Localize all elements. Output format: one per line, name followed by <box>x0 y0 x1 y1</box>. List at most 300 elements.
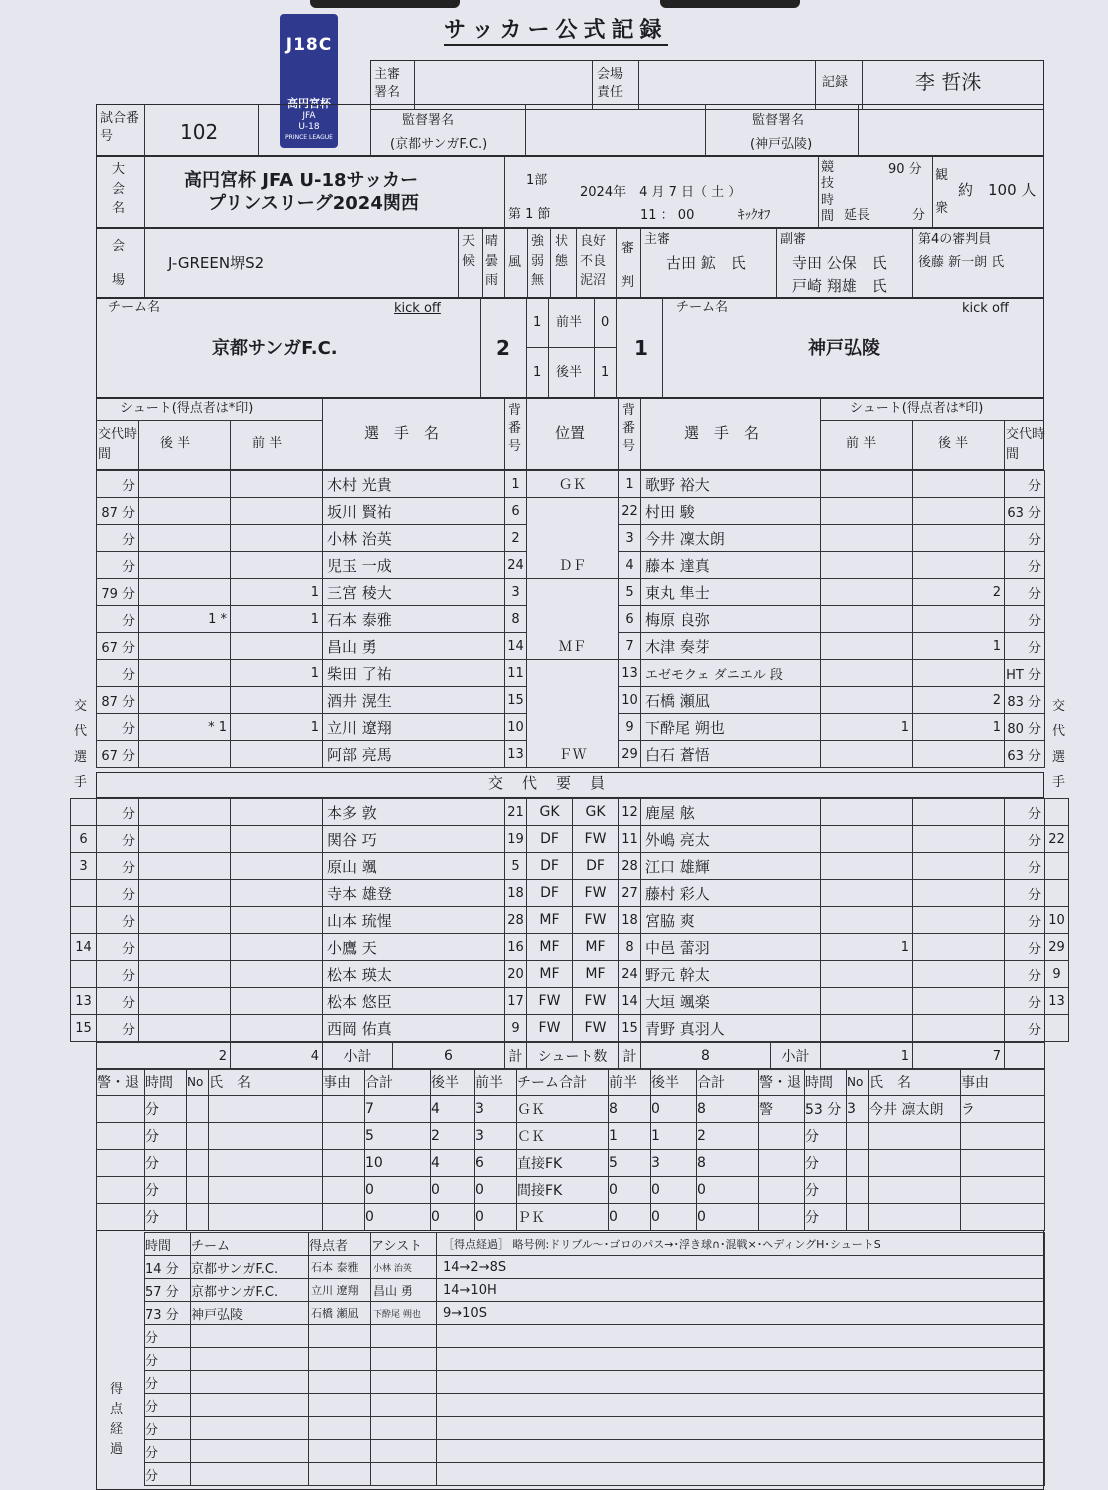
goal-team <box>191 1463 309 1486</box>
home-shots-first-half: 1 <box>231 660 323 687</box>
away-stat-second: 1 <box>651 1123 697 1150</box>
away-shots-second-half <box>913 525 1005 552</box>
goal-time: 57 分 <box>145 1279 191 1302</box>
home-card-name <box>209 1177 323 1204</box>
referee-label: 主審 <box>644 232 671 247</box>
starter-row <box>97 606 1045 633</box>
home-stat-first-header: 前半 <box>475 1069 517 1096</box>
away-first-half-header: 前 半 <box>846 436 877 451</box>
away-stat-second: 0 <box>651 1204 697 1231</box>
goal-route: 9→10S <box>437 1302 1045 1325</box>
home-player-name: 立川 遼翔 <box>323 714 505 741</box>
home-kickoff: kick off <box>394 301 441 316</box>
away-card-type: 警 <box>759 1096 805 1123</box>
away-replaced-number <box>1045 880 1069 907</box>
away-player-name: 下酔尾 朔也 <box>641 714 821 741</box>
home-sub-time-header: 交代時間 <box>98 427 138 462</box>
player-position <box>527 687 619 714</box>
home-reserve-position: MF <box>527 907 573 934</box>
goal-time: 分 <box>145 1440 191 1463</box>
home-shots-first-half <box>231 498 323 525</box>
home-shots-first-half: 1 <box>231 579 323 606</box>
home-player-number: 11 <box>505 660 527 687</box>
goal-time-header: 時間 <box>145 1233 191 1256</box>
goal-log-label: 得点経過 <box>110 1382 124 1458</box>
home-reserve-time: 分 <box>97 880 139 907</box>
away-reserve-name: 野元 幹太 <box>641 961 821 988</box>
away-stat-first: 0 <box>609 1204 651 1231</box>
away-stat-total: 2 <box>697 1123 759 1150</box>
home-card-no-header: No <box>187 1069 209 1096</box>
away-reserve-shots-first <box>821 826 913 853</box>
home-reserve-time: 分 <box>97 934 139 961</box>
goal-row <box>145 1302 1045 1325</box>
home-stat-second: 0 <box>431 1204 475 1231</box>
away-reserve-number: 28 <box>619 853 641 880</box>
away-stat-second: 0 <box>651 1177 697 1204</box>
away-stat-first-header: 前半 <box>609 1069 651 1096</box>
goal-team <box>191 1417 309 1440</box>
goal-row <box>145 1325 1045 1348</box>
home-shots-second-half <box>139 525 231 552</box>
team-stat-row <box>97 1177 1045 1204</box>
goal-time: 分 <box>145 1394 191 1417</box>
stat-label: 間接FK <box>517 1177 609 1204</box>
home-player-name: 酒井 滉生 <box>323 687 505 714</box>
away-card-reason <box>961 1150 1045 1177</box>
home-reserve-shots-second <box>139 880 231 907</box>
goal-route <box>437 1463 1045 1486</box>
goal-assist <box>371 1325 437 1348</box>
away-player-name: 石橋 瀬凪 <box>641 687 821 714</box>
away-player-name: 白石 蒼悟 <box>641 741 821 768</box>
away-sub-time: HT 分 <box>1005 660 1045 687</box>
away-shots-total: 8 <box>641 1043 771 1070</box>
home-team-label: チーム名 <box>108 300 161 315</box>
away-shots-first-half: 1 <box>821 714 913 741</box>
goal-row <box>145 1463 1045 1486</box>
goal-assist <box>371 1463 437 1486</box>
referee-name: 古田 鉱 氏 <box>666 254 746 272</box>
home-stat-first: 0 <box>475 1204 517 1231</box>
goal-assist <box>371 1417 437 1440</box>
goal-team: 京都サンガF.C. <box>191 1256 309 1279</box>
home-first-half-subtotal: 4 <box>231 1043 323 1070</box>
away-stat-second: 0 <box>651 1096 697 1123</box>
goal-route <box>437 1348 1045 1371</box>
away-reserve-position: FW <box>573 880 619 907</box>
goal-team: 京都サンガF.C. <box>191 1279 309 1302</box>
home-card-time-header: 時間 <box>145 1069 187 1096</box>
home-reserve-name: 松本 悠臣 <box>323 988 505 1015</box>
away-shots-first-half <box>821 552 913 579</box>
away-player-number: 4 <box>619 552 641 579</box>
reserve-row <box>71 826 1069 853</box>
home-shots-total: 6 <box>393 1043 505 1070</box>
home-replaced-number <box>71 961 97 988</box>
position-header: 位置 <box>555 424 586 442</box>
away-card-time: 分 <box>805 1177 847 1204</box>
away-sub-time-header: 交代時間 <box>1006 427 1046 462</box>
away-reserve-time: 分 <box>1005 988 1045 1015</box>
home-stat-second: 4 <box>431 1150 475 1177</box>
goal-time: 分 <box>145 1325 191 1348</box>
tournament-label: 大会名 <box>112 162 126 216</box>
home-reserve-shots-first <box>231 988 323 1015</box>
stat-label: ＧＫ <box>517 1096 609 1123</box>
away-stat-second-header: 後半 <box>651 1069 697 1096</box>
away-player-number: 1 <box>619 471 641 498</box>
away-reserve-number: 12 <box>619 799 641 826</box>
home-reserve-number: 5 <box>505 853 527 880</box>
shots-count-label: シュート数 <box>527 1043 619 1070</box>
home-total-label: 計 <box>505 1043 527 1070</box>
attendance: 約 100 人 <box>958 181 1037 199</box>
home-replaced-number <box>71 799 97 826</box>
home-replaced-number: 3 <box>71 853 97 880</box>
home-reserve-name: 小鷹 天 <box>323 934 505 961</box>
away-card-reason <box>961 1204 1045 1231</box>
home-player-number: 2 <box>505 525 527 552</box>
division: 1部 <box>526 173 548 188</box>
goal-scorer: 石橋 瀬凪 <box>309 1302 371 1325</box>
match-no: 102 <box>180 120 219 144</box>
home-reserve-number: 21 <box>505 799 527 826</box>
away-player-name: 木津 奏芽 <box>641 633 821 660</box>
away-stat-total: 0 <box>697 1177 759 1204</box>
venue-label: 会場 <box>112 239 126 288</box>
home-card-name <box>209 1096 323 1123</box>
away-reserve-shots-second <box>913 799 1005 826</box>
away-second-half-header: 後 半 <box>938 436 969 451</box>
home-card-name <box>209 1150 323 1177</box>
away-card-reason <box>961 1177 1045 1204</box>
home-shots-second-half: * 1 <box>139 714 231 741</box>
away-total-label: 計 <box>619 1043 641 1070</box>
home-replaced-number <box>71 880 97 907</box>
home-card-header: 警・退 <box>97 1069 145 1096</box>
starter-row <box>97 633 1045 660</box>
player-position <box>527 579 619 606</box>
home-player-number: 13 <box>505 741 527 768</box>
home-card-no <box>187 1123 209 1150</box>
home-reserve-shots-second <box>139 907 231 934</box>
goal-assist-header: アシスト <box>371 1233 437 1256</box>
away-sub-time: 分 <box>1005 552 1045 579</box>
goal-team <box>191 1348 309 1371</box>
home-card-type <box>97 1123 145 1150</box>
away-shots-second-half <box>913 660 1005 687</box>
assistant-2: 戸崎 翔雄 氏 <box>792 277 887 295</box>
second-half-label: 後半 <box>556 365 583 380</box>
match-no-row <box>96 104 1044 156</box>
away-second-half: 1 <box>601 365 610 380</box>
away-reserve-shots-second <box>913 988 1005 1015</box>
team-stat-row <box>97 1150 1045 1177</box>
round: 第 1 節 <box>508 207 551 222</box>
home-stat-total: 0 <box>365 1177 431 1204</box>
home-player-name: 小林 治英 <box>323 525 505 552</box>
away-reserve-name: 大垣 颯楽 <box>641 988 821 1015</box>
away-shots-first-half <box>821 633 913 660</box>
home-reserve-time: 分 <box>97 961 139 988</box>
away-reserve-number: 15 <box>619 1015 641 1042</box>
home-reserve-time: 分 <box>97 1015 139 1042</box>
home-sub-time: 分 <box>97 471 139 498</box>
home-shots-second-half <box>139 633 231 660</box>
goal-scorer: 石本 泰雅 <box>309 1256 371 1279</box>
away-reserve-number: 18 <box>619 907 641 934</box>
away-stat-first: 8 <box>609 1096 651 1123</box>
match-date: 2024年 4 月 7 日（ 土 ） <box>580 185 742 200</box>
starters-table <box>96 470 1045 768</box>
home-stat-total-header: 合計 <box>365 1069 431 1096</box>
away-reserve-time: 分 <box>1005 853 1045 880</box>
home-reserve-number: 18 <box>505 880 527 907</box>
home-subtotal-label: 小計 <box>323 1043 393 1070</box>
away-reserve-shots-first <box>821 961 913 988</box>
away-card-type <box>759 1123 805 1150</box>
away-shots-second-half: 2 <box>913 687 1005 714</box>
away-shots-second-half <box>913 498 1005 525</box>
home-reserve-name: 関谷 巧 <box>323 826 505 853</box>
home-shots-second-half <box>139 579 231 606</box>
match-no-label: 試合番号 <box>100 111 140 145</box>
away-reserve-time: 分 <box>1005 934 1045 961</box>
away-reserve-shots-second <box>913 853 1005 880</box>
away-stat-first: 1 <box>609 1123 651 1150</box>
home-reserve-time: 分 <box>97 826 139 853</box>
home-shots-first-half <box>231 687 323 714</box>
away-kickoff: kick off <box>962 301 1009 316</box>
home-reserve-shots-first <box>231 826 323 853</box>
away-reserve-name: 鹿屋 舷 <box>641 799 821 826</box>
away-number-header: 背番号 <box>622 403 636 455</box>
home-sub-time: 67 分 <box>97 633 139 660</box>
goal-scorer: 立川 遼翔 <box>309 1279 371 1302</box>
goal-route <box>437 1371 1045 1394</box>
home-card-name <box>209 1204 323 1231</box>
away-reserve-shots-second <box>913 907 1005 934</box>
away-replaced-number <box>1045 799 1069 826</box>
home-reserve-position: DF <box>527 880 573 907</box>
away-reserve-name: 江口 雄輝 <box>641 853 821 880</box>
goal-route <box>437 1325 1045 1348</box>
home-reserve-number: 20 <box>505 961 527 988</box>
away-player-name: 東丸 隼士 <box>641 579 821 606</box>
home-reserve-time: 分 <box>97 907 139 934</box>
away-reserve-position: FW <box>573 1015 619 1042</box>
reserve-row <box>71 880 1069 907</box>
away-card-no <box>847 1123 869 1150</box>
reserve-row <box>71 988 1069 1015</box>
away-reserve-shots-first <box>821 880 913 907</box>
home-reserve-position: MF <box>527 961 573 988</box>
home-coach-team: (京都サンガF.C.) <box>390 137 488 152</box>
first-half-label: 前半 <box>556 315 583 330</box>
home-player-name: 石本 泰雅 <box>323 606 505 633</box>
home-reserve-number: 9 <box>505 1015 527 1042</box>
away-player-number: 10 <box>619 687 641 714</box>
away-card-name <box>869 1150 961 1177</box>
away-card-no <box>847 1177 869 1204</box>
officials-label: 審判 <box>621 241 635 290</box>
home-shots-second-half <box>139 687 231 714</box>
goal-team: 神戸弘陵 <box>191 1302 309 1325</box>
home-replaced-number: 14 <box>71 934 97 961</box>
pitch-label: 状態 <box>555 234 569 269</box>
home-sub-time: 分 <box>97 714 139 741</box>
away-sub-time: 分 <box>1005 471 1045 498</box>
away-reserve-shots-first <box>821 988 913 1015</box>
goal-scorer <box>309 1463 371 1486</box>
away-sub-time: 63 分 <box>1005 498 1045 525</box>
goal-team <box>191 1325 309 1348</box>
goal-row <box>145 1371 1045 1394</box>
home-card-reason <box>323 1177 365 1204</box>
home-card-time: 分 <box>145 1123 187 1150</box>
away-card-time: 分 <box>805 1150 847 1177</box>
home-stat-total: 10 <box>365 1150 431 1177</box>
home-reserve-shots-first <box>231 853 323 880</box>
goal-team <box>191 1371 309 1394</box>
away-reserve-time: 分 <box>1005 880 1045 907</box>
player-position <box>527 606 619 633</box>
home-reserve-shots-first <box>231 961 323 988</box>
goal-route: 14→10H <box>437 1279 1045 1302</box>
away-sub-time: 83 分 <box>1005 687 1045 714</box>
home-player-number: 8 <box>505 606 527 633</box>
stats-table <box>96 1068 1045 1231</box>
goal-time: 分 <box>145 1463 191 1486</box>
away-player-name: 歌野 裕大 <box>641 471 821 498</box>
player-position: ＦＷ <box>527 741 619 768</box>
home-reserve-name: 寺本 雄登 <box>323 880 505 907</box>
away-reserve-number: 24 <box>619 961 641 988</box>
away-player-header: 選 手 名 <box>684 424 760 442</box>
clipboard-clip-left <box>310 0 460 8</box>
home-player-name: 阿部 亮馬 <box>323 741 505 768</box>
away-player-number: 6 <box>619 606 641 633</box>
team-stat-row <box>97 1123 1045 1150</box>
home-sub-time: 分 <box>97 552 139 579</box>
away-shots-second-half <box>913 552 1005 579</box>
extension-label: 延長 <box>844 208 871 223</box>
goal-team <box>191 1440 309 1463</box>
home-player-number: 14 <box>505 633 527 660</box>
goal-time: 分 <box>145 1417 191 1440</box>
starter-row <box>97 471 1045 498</box>
home-card-type <box>97 1204 145 1231</box>
home-sub-time: 67 分 <box>97 741 139 768</box>
away-replaced-number: 29 <box>1045 934 1069 961</box>
home-replaced-number: 15 <box>71 1015 97 1042</box>
away-card-no-header: No <box>847 1069 869 1096</box>
home-card-reason <box>323 1123 365 1150</box>
away-shots-second-half: 1 <box>913 714 1005 741</box>
away-player-number: 29 <box>619 741 641 768</box>
goal-route <box>437 1440 1045 1463</box>
team-stat-row <box>97 1204 1045 1231</box>
home-card-type <box>97 1150 145 1177</box>
home-reserve-shots-second <box>139 961 231 988</box>
away-card-name-header: 氏 名 <box>869 1069 961 1096</box>
home-reserve-number: 19 <box>505 826 527 853</box>
home-shots-first-half <box>231 741 323 768</box>
logo-text: PRINCE LEAGUE <box>285 134 333 141</box>
away-card-reason <box>961 1123 1045 1150</box>
away-card-type <box>759 1150 805 1177</box>
home-stat-second-header: 後半 <box>431 1069 475 1096</box>
home-reserve-name: 松本 瑛太 <box>323 961 505 988</box>
goal-assist: 小林 治英 <box>371 1256 437 1279</box>
away-shots-first-half <box>821 606 913 633</box>
team-stat-row <box>97 1096 1045 1123</box>
home-player-number: 24 <box>505 552 527 579</box>
away-card-no <box>847 1150 869 1177</box>
home-player-number: 6 <box>505 498 527 525</box>
away-shots-first-half <box>821 687 913 714</box>
away-reserve-name: 藤村 彩人 <box>641 880 821 907</box>
goal-team-header: チーム <box>191 1233 309 1256</box>
home-reserve-shots-second <box>139 853 231 880</box>
away-reserve-shots-second <box>913 1015 1005 1042</box>
extension-unit: 分 <box>912 208 926 223</box>
home-reserve-position: MF <box>527 934 573 961</box>
home-shots-first-half: 1 <box>231 606 323 633</box>
home-card-time: 分 <box>145 1096 187 1123</box>
home-shots-first-half <box>231 471 323 498</box>
totals-table <box>96 1042 1045 1070</box>
reserves-table <box>70 798 1069 1042</box>
away-reserve-shots-first: 1 <box>821 934 913 961</box>
away-first-half-subtotal: 1 <box>821 1043 913 1070</box>
home-card-time: 分 <box>145 1177 187 1204</box>
away-shots-first-half <box>821 660 913 687</box>
goal-assist: 下酔尾 朔也 <box>371 1302 437 1325</box>
home-shots-first-half: 1 <box>231 714 323 741</box>
away-reserve-number: 8 <box>619 934 641 961</box>
home-reserve-name: 原山 颯 <box>323 853 505 880</box>
player-position: ＧＫ <box>527 471 619 498</box>
away-reserve-number: 14 <box>619 988 641 1015</box>
away-player-name: 梅原 良弥 <box>641 606 821 633</box>
away-player-name: エゼモクェ ダニエル 段 <box>641 660 821 687</box>
player-position: ＤＦ <box>527 552 619 579</box>
goal-row <box>145 1348 1045 1371</box>
away-reserve-time: 分 <box>1005 799 1045 826</box>
goal-route-legend: ［得点経過］ 略号例:ドリブル～･ゴロのパス→･浮き球∩･混戦×･ヘディングH･シュートS <box>437 1233 1045 1256</box>
home-second-half-subtotal: 2 <box>97 1043 231 1070</box>
kickoff-label: ｷｯｸｵﾌ <box>738 208 771 223</box>
reserves-header: 交 代 要 員 <box>488 774 608 792</box>
home-shots-header: シュート(得点者は*印) <box>120 401 254 416</box>
page-title: サッカー公式記録 <box>444 20 668 46</box>
away-player-number: 3 <box>619 525 641 552</box>
reserve-row <box>71 907 1069 934</box>
home-card-type <box>97 1096 145 1123</box>
home-reserve-shots-first <box>231 880 323 907</box>
home-total-score: 2 <box>496 336 510 360</box>
home-sub-time: 79 分 <box>97 579 139 606</box>
starter-row <box>97 579 1045 606</box>
away-card-time: 分 <box>805 1123 847 1150</box>
home-reserve-time: 分 <box>97 799 139 826</box>
away-reserve-time: 分 <box>1005 1015 1045 1042</box>
home-second-half: 1 <box>533 365 542 380</box>
away-player-name: 藤本 達真 <box>641 552 821 579</box>
home-player-number: 1 <box>505 471 527 498</box>
